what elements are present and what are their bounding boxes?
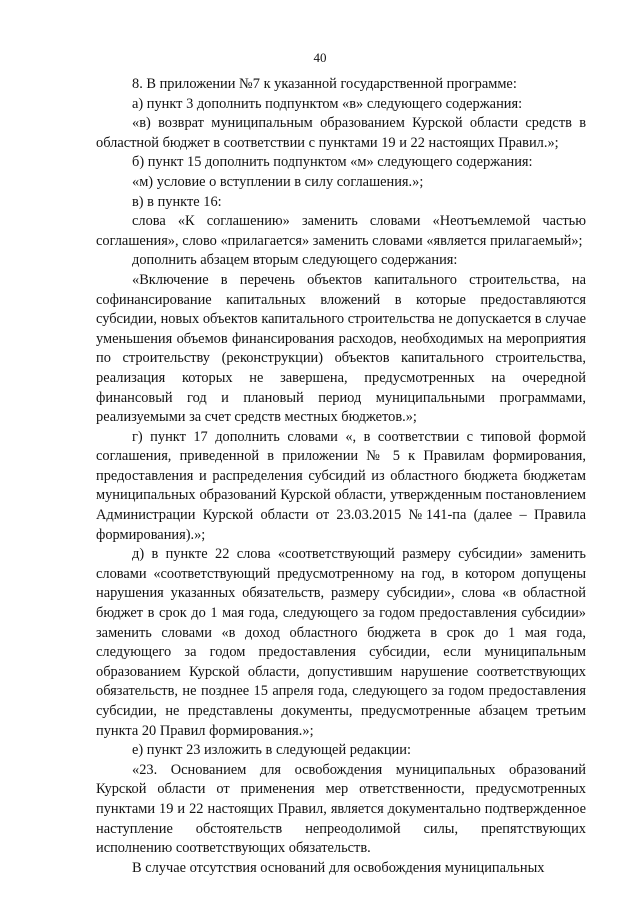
paragraph-item-8: 8. В приложении №7 к указанной государственной программе: — [132, 76, 517, 92]
paragraph-replace-words: слова «К соглашению» заменить словами «Неотъемлемой частью соглашения», слово «прилагается» заменить словами «является прилагаемый»; — [96, 213, 586, 249]
page-number: 40 — [313, 50, 327, 65]
paragraph-subitem-b: б) пункт 15 дополнить подпунктом «м» следующего содержания: — [132, 154, 533, 171]
paragraph-quote-23: «23. Основанием для освобождения муниципальных образований Курской области от применения мер ответственности, предусмотренных пунктами 19 и 22 настоящих Правил, является документально подтвержденное наступление обстоятельств непреодолимой силы, препятствующих исполнению соответствующих обязательств. — [96, 761, 586, 857]
paragraph-add-second: дополнить абзацем вторым следующего содержания: — [132, 252, 458, 269]
paragraph-subitem-a: а) пункт 3 дополнить подпунктом «в» следующего содержания: — [132, 95, 523, 112]
paragraph-subitem-d: д) в пункте 22 слова «соответствующий размеру субсидии» заменить словами «соответствующий предусмотренному на год, в котором допущены нарушения указанных обязательств, размеру субсидии», слова «в областной бюджет в срок до 1 мая года, следующего за годом предоставления субсидии» заменить словами «в доход областного бюджета в срок до 1 мая года, следующего за годом предоставления субсидии, если муниципальным образованием Курской области, допустившим нарушение соответствующих обязательств, не позднее 15 апреля года, следующего за годом предоставления субсидии, не представлены документы, предусмотренные абзацем третьим пункта 20 Правил формирования.»; — [96, 546, 586, 739]
paragraph-quote-inclusion: «Включение в перечень объектов капитального строительства, на софинансирование капитальных вложений в которые предоставляются субсидии, новых объектов капитального строительства не допускается в случае уменьшения объемов финансирования расходов, необходимых на мероприятия по строительству (реконструкции) объектов капитального строительства, реализация которых не завершена, предусмотренных на очередной финансовый год и плановый период муниципальными программами, реализуемыми за счет средств местных бюджетов.»; — [96, 271, 586, 426]
paragraph-quote-m: «м) условие о вступлении в силу соглашения.»; — [132, 173, 424, 190]
document-body — [96, 75, 586, 878]
paragraph-subitem-e: е) пункт 23 изложить в следующей редакции: — [132, 742, 411, 759]
paragraph-last: В случае отсутствия оснований для освобождения муниципальных — [132, 859, 545, 876]
paragraph-quote-v: «в) возврат муниципальным образованием Курской области средств в областной бюджет в соответствии с пунктами 19 и 22 настоящих Правил.»; — [96, 115, 586, 151]
paragraph-subitem-g: г) пункт 17 дополнить словами «, в соответствии с типовой формой соглашения, приведенной в приложении № 5 к Правилам формирования, предоставления и распределения субсидий из областного бюджета бюджетам муниципальных образований Курской области, утвержденным постановлением Администрации Курской области от 23.03.2015 №141-па (далее – Правила формирования).»; — [96, 428, 586, 543]
paragraph-subitem-v: в) в пункте 16: — [132, 193, 222, 210]
